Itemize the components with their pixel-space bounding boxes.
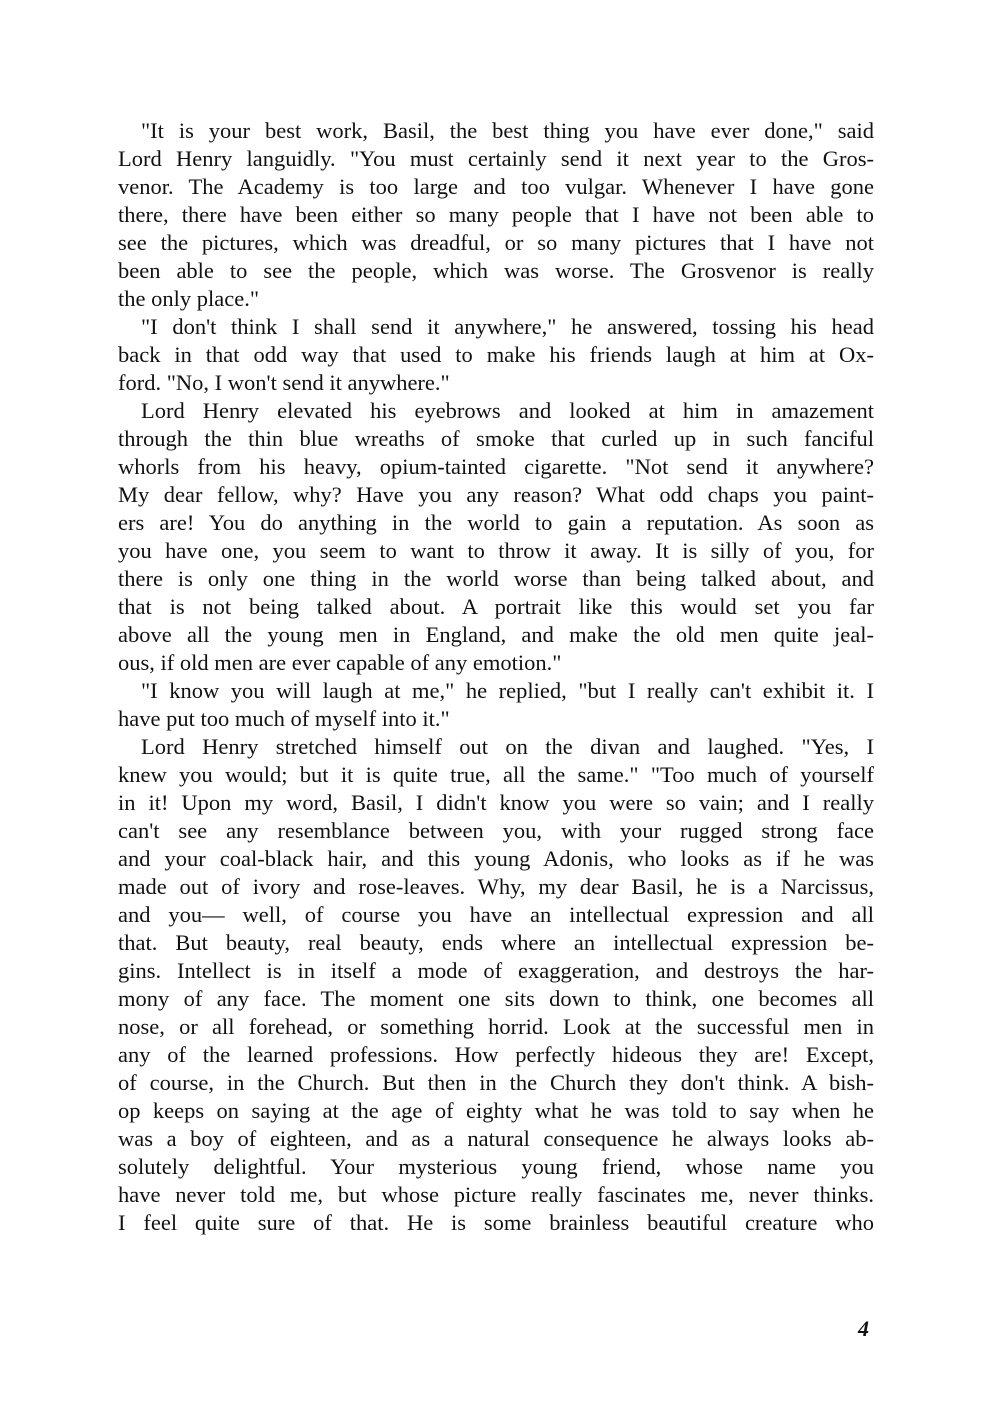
text-line: solutely delightful. Your mysterious young friend, whose name you [118, 1154, 874, 1179]
text-line: mony of any face. The moment one sits down to think, one becomes all [118, 986, 874, 1011]
text-line: have put too much of myself into it." [118, 706, 450, 731]
text-line: ers are! You do anything in the world to gain a reputation. As soon as [118, 510, 874, 535]
text-line: that. But beauty, real beauty, ends where an intellectual expression be- [118, 930, 874, 955]
text-line: My dear fellow, why? Have you any reason? What odd chaps you paint- [118, 482, 874, 507]
paragraph [118, 677, 874, 733]
text-line: I feel quite sure of that. He is some brainless beautiful creature who [118, 1210, 874, 1235]
text-line: knew you would; but it is quite true, all the same." "Too much of yourself [118, 762, 874, 787]
text-line: through the thin blue wreaths of smoke that curled up in such fanciful [118, 426, 874, 451]
text-line: op keeps on saying at the age of eighty what he was told to say when he [118, 1098, 874, 1123]
text-line: Lord Henry stretched himself out on the divan and laughed. "Yes, I [141, 734, 874, 759]
paragraph [118, 733, 874, 1237]
text-line: of course, in the Church. But then in the Church they don't think. A bish- [118, 1070, 874, 1095]
text-line: have never told me, but whose picture really fascinates me, never thinks. [118, 1182, 874, 1207]
text-line: made out of ivory and rose-leaves. Why, my dear Basil, he is a Narcissus, [118, 874, 874, 899]
paragraph [118, 397, 874, 677]
paragraph [118, 313, 874, 397]
text-line: Lord Henry languidly. "You must certainly send it next year to the Gros- [118, 146, 874, 171]
text-line: that is not being talked about. A portrait like this would set you far [118, 594, 874, 619]
text-line: gins. Intellect is in itself a mode of exaggeration, and destroys the har- [118, 958, 874, 983]
text-line: "It is your best work, Basil, the best thing you have ever done," said [141, 118, 874, 143]
text-line: venor. The Academy is too large and too vulgar. Whenever I have gone [118, 174, 874, 199]
text-line: the only place." [118, 286, 260, 311]
text-line: there, there have been either so many people that I have not been able to [118, 202, 874, 227]
text-line: was a boy of eighteen, and as a natural consequence he always looks ab- [118, 1126, 874, 1151]
text-line: Lord Henry elevated his eyebrows and looked at him in amazement [141, 398, 874, 423]
text-line: been able to see the people, which was worse. The Grosvenor is really [118, 258, 874, 283]
text-line: and your coal-black hair, and this young Adonis, who looks as if he was [118, 846, 874, 871]
text-line: can't see any resemblance between you, with your rugged strong face [118, 818, 874, 843]
text-line: back in that odd way that used to make his friends laugh at him at Ox- [118, 342, 874, 367]
text-line: ous, if old men are ever capable of any emotion." [118, 650, 562, 675]
text-line: and you— well, of course you have an intellectual expression and all [118, 902, 874, 927]
text-line: "I know you will laugh at me," he replied, "but I really can't exhibit it. I [141, 678, 874, 703]
text-line: you have one, you seem to want to throw it away. It is silly of you, for [118, 538, 874, 563]
text-line: any of the learned professions. How perfectly hideous they are! Except, [118, 1042, 874, 1067]
text-line: nose, or all forehead, or something horrid. Look at the successful men in [118, 1014, 874, 1039]
text-line: in it! Upon my word, Basil, I didn't know you were so vain; and I really [118, 790, 874, 815]
text-line: ford. "No, I won't send it anywhere." [118, 370, 450, 395]
text-line: above all the young men in England, and make the old men quite jeal- [118, 622, 874, 647]
text-line: there is only one thing in the world worse than being talked about, and [118, 566, 874, 591]
text-line: see the pictures, which was dreadful, or so many pictures that I have not [118, 230, 874, 255]
text-line: whorls from his heavy, opium-tainted cigarette. "Not send it anywhere? [118, 454, 874, 479]
page-number: 4 [858, 1316, 869, 1341]
text-line: "I don't think I shall send it anywhere," he answered, tossing his head [141, 314, 874, 339]
body-text [118, 117, 874, 1237]
paragraph [118, 117, 874, 313]
